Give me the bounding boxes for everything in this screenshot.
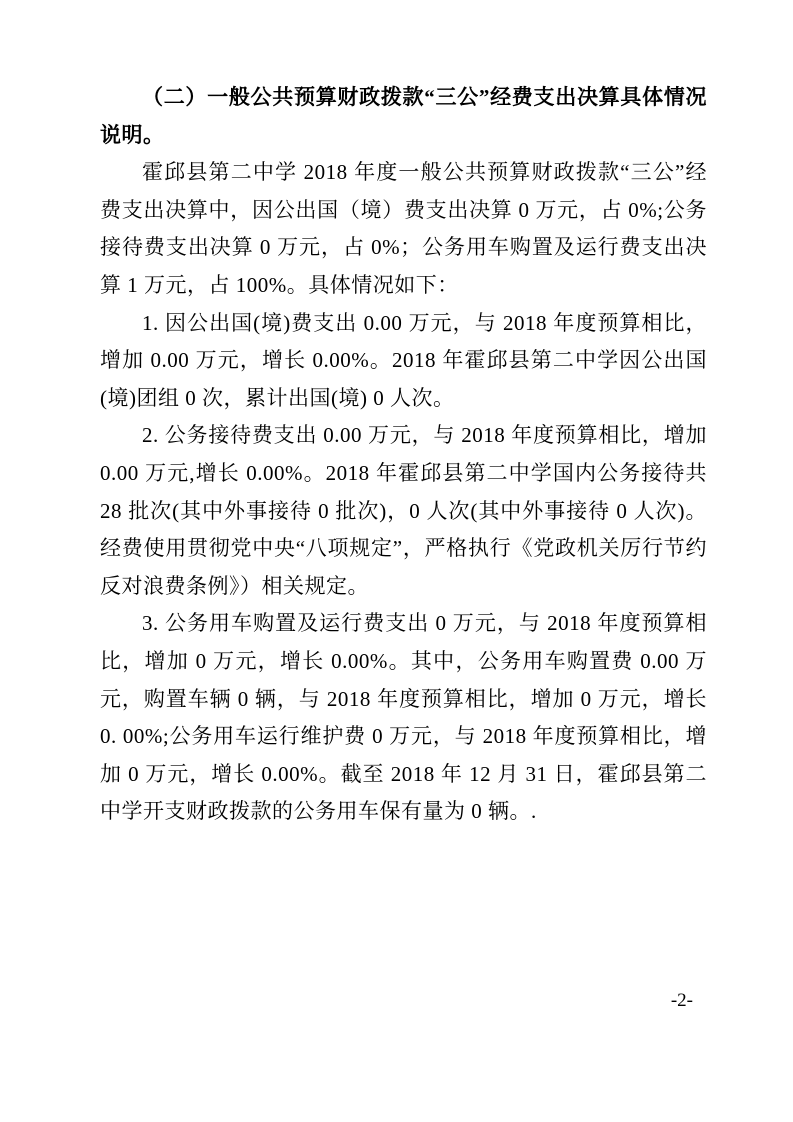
section-heading: （二）一般公共预算财政拨款“三公”经费支出决算具体情况说明。 bbox=[100, 85, 707, 147]
paragraph-item-3-vehicle-expense: 3. 公务用车购置及运行费支出 0 万元，与 2018 年度预算相比，增加 0 万元，增长 0.00%。其中，公务用车购置费 0.00 万元，购置车辆 0 辆，与 2018 年度预算相比，增加 0 万元，增长 0. 00%;公务用车运行维护费 0 万元，与 2018 年度预算相比，增加 0 万元，增长 0.00%。截至 2018 年 12 月 31 日，霍邱县第二中学开支财政拨款的公务用车保有量为 0 辆。. bbox=[100, 611, 707, 824]
paragraph-item-1-abroad-expense: 1. 因公出国(境)费支出 0.00 万元，与 2018 年度预算相比，增加 0.00 万元，增长 0.00%。2018 年霍邱县第二中学因公出国(境)团组 0 次，累计出国(境) 0 人次。 bbox=[100, 310, 707, 410]
document-body bbox=[100, 79, 707, 831]
paragraph-overview: 霍邱县第二中学 2018 年度一般公共预算财政拨款“三公”经费支出决算中，因公出国（境）费支出决算 0 万元，占 0%;公务接待费支出决算 0 万元，占 0%；公务用车购置及运行费支出决算 1 万元，占 100%。具体情况如下： bbox=[100, 160, 707, 297]
paragraph-item-2-reception-expense: 2. 公务接待费支出 0.00 万元，与 2018 年度预算相比，增加 0.00 万元,增长 0.00%。2018 年霍邱县第二中学国内公务接待共 28 批次(其中外事接待 0 批次)，0 人次(其中外事接待 0 人次)。经费使用贯彻党中央“八项规定”，严格执行《党政机关厉行节约反对浪费条例》）相关规定。 bbox=[100, 423, 707, 598]
page-number: -2- bbox=[670, 990, 693, 1011]
